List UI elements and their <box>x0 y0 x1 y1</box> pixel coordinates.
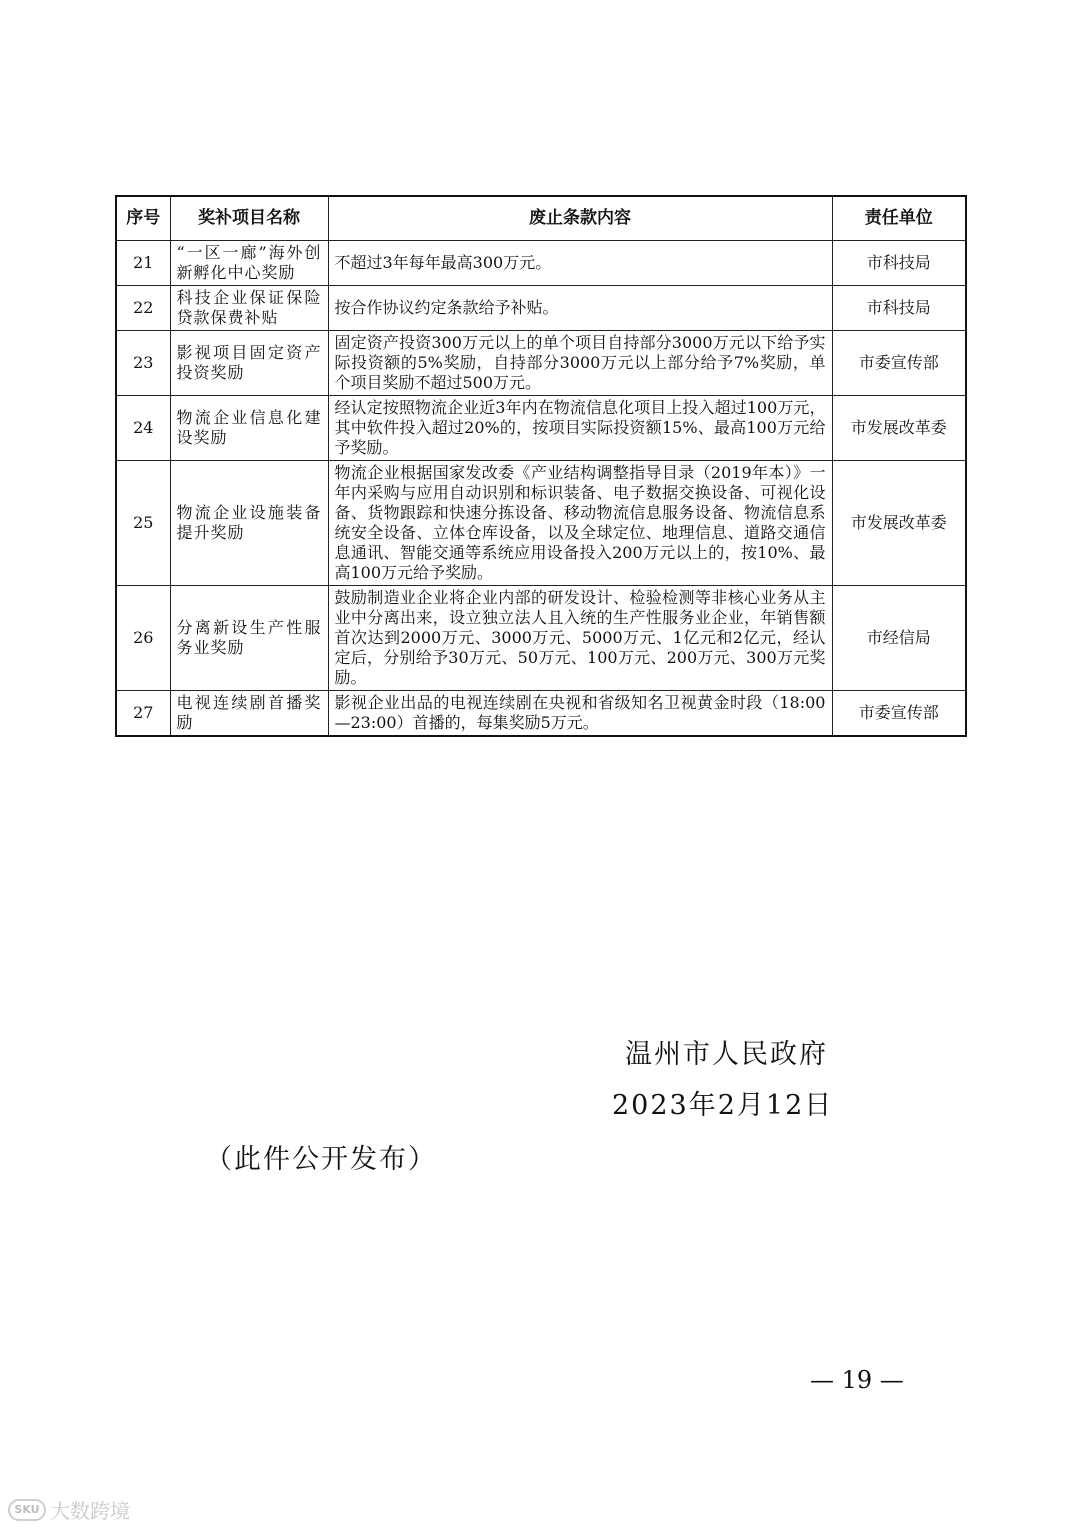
row-unit: 市发展改革委 <box>832 395 966 460</box>
row-name: 物流企业信息化建设奖励 <box>170 395 328 460</box>
row-name: 分离新设生产性服务业奖励 <box>170 585 328 690</box>
row-unit: 市经信局 <box>832 585 966 690</box>
watermark-text: 大数跨境 <box>50 1499 130 1523</box>
table-row <box>116 460 966 585</box>
row-name: 科技企业保证保险贷款保费补贴 <box>170 285 328 330</box>
row-content: 鼓励制造业企业将企业内部的研发设计、检验检测等非核心业务从主业中分离出来，设立独立法人且入统的生产性服务业企业，年销售额首次达到2000万元、3000万元、5000万元、1亿元和2亿元，经认定后，分别给予30万元、50万元、100万元、200万元、300万元奖励。 <box>328 585 832 690</box>
row-no: 26 <box>116 585 170 690</box>
row-name: 影视项目固定资产投资奖励 <box>170 330 328 395</box>
table-row <box>116 395 966 460</box>
row-content: 不超过3年每年最高300万元。 <box>328 240 832 285</box>
row-no: 24 <box>116 395 170 460</box>
row-unit: 市发展改革委 <box>832 460 966 585</box>
table-header-row <box>116 196 966 240</box>
row-name: 物流企业设施装备提升奖励 <box>170 460 328 585</box>
row-no: 25 <box>116 460 170 585</box>
row-unit: 市科技局 <box>832 240 966 285</box>
row-no: 22 <box>116 285 170 330</box>
row-no: 21 <box>116 240 170 285</box>
row-content: 按合作协议约定条款给予补贴。 <box>328 285 832 330</box>
row-unit: 市委宣传部 <box>832 690 966 736</box>
row-name: 电视连续剧首播奖励 <box>170 690 328 736</box>
header-content: 废止条款内容 <box>328 196 832 240</box>
page-number: — 19 — <box>810 1366 904 1394</box>
table-row <box>116 690 966 736</box>
watermark <box>8 1495 130 1524</box>
publication-note: （此件公开发布） <box>205 1144 437 1175</box>
row-name: “一区一廊”海外创新孵化中心奖励 <box>170 240 328 285</box>
row-no: 27 <box>116 690 170 736</box>
header-no: 序号 <box>116 196 170 240</box>
row-content: 固定资产投资300万元以上的单个项目自持部分3000万元以下给予实际投资额的5%奖励，自持部分3000万元以上部分给予7%奖励，单个项目奖励不超过500万元。 <box>328 330 832 395</box>
row-no: 23 <box>116 330 170 395</box>
header-unit: 责任单位 <box>832 196 966 240</box>
row-content: 影视企业出品的电视连续剧在央视和省级知名卫视黄金时段（18:00—23:00）首播的，每集奖励5万元。 <box>328 690 832 736</box>
table-row <box>116 240 966 285</box>
table-row <box>116 330 966 395</box>
table-row <box>116 585 966 690</box>
row-content: 物流企业根据国家发改委《产业结构调整指导目录（2019年本）》一年内采购与应用自动识别和标识装备、电子数据交换设备、可视化设备、货物跟踪和快速分拣设备、移动物流信息服务设备、物流信息系统安全设备、立体仓库设备，以及全球定位、地理信息、道路交通信息通讯、智能交通等系统应用设备投入200万元以上的，按10%、最高100万元给予奖励。 <box>328 460 832 585</box>
table-row <box>116 285 966 330</box>
row-unit: 市科技局 <box>832 285 966 330</box>
signature-date: 2023年2月12日 <box>612 1090 834 1121</box>
signature-org: 温州市人民政府 <box>625 1039 828 1070</box>
header-project-name: 奖补项目名称 <box>170 196 328 240</box>
watermark-logo-icon: SKU <box>8 1499 46 1521</box>
policy-table <box>115 195 967 737</box>
row-unit: 市委宣传部 <box>832 330 966 395</box>
row-content: 经认定按照物流企业近3年内在物流信息化项目上投入超过100万元，其中软件投入超过20%的，按项目实际投资额15%、最高100万元给予奖励。 <box>328 395 832 460</box>
